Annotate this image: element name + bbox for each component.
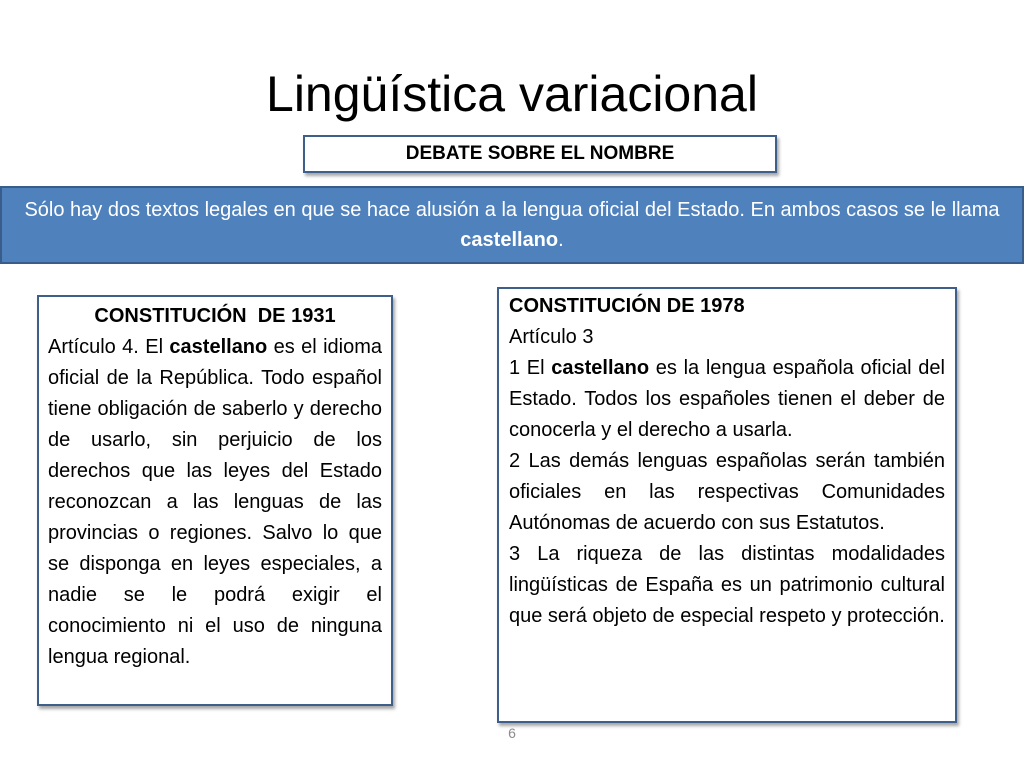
- constitution-1978-panel: [497, 287, 957, 723]
- subtitle-text: DEBATE SOBRE EL NOMBRE: [405, 143, 675, 164]
- article-3-label: Artículo 3: [509, 326, 594, 348]
- constitution-1931-article: [48, 332, 382, 673]
- article-4-text-before: Artículo 4. El: [48, 336, 170, 358]
- item-1-text-after: es la lengua española oficial del Estado. Todos los españoles tienen el deber de conocerla y el derecho a usarla.: [509, 357, 945, 441]
- banner-bold-word: castellano: [460, 229, 559, 251]
- article-3-item-3: 3 La riqueza de las distintas modalidades lingüísticas de España es un patrimonio cultural que será objeto de especial respeto y protección.: [509, 543, 945, 627]
- constitution-1931-heading: CONSTITUCIÓN DE 1931: [94, 305, 336, 327]
- constitution-1978-heading: CONSTITUCIÓN DE 1978: [509, 295, 745, 317]
- constitution-1931-panel: [37, 295, 393, 706]
- banner: [0, 186, 1024, 264]
- banner-text: [12, 195, 1012, 255]
- article-4-bold-word: castellano: [169, 336, 268, 358]
- article-4-text-after: es el idioma oficial de la República. Todo español tiene obligación de saberlo y derecho de usarlo, sin perjuicio de los derechos que las leyes del Estado reconozcan a las lenguas de las provincias o regiones. Salvo lo que se disponga en leyes especiales, a nadie se le podrá exigir el conocimiento ni el uso de ninguna lengua regional.: [48, 336, 383, 668]
- article-3-item-1: [509, 353, 945, 446]
- subtitle-box: [303, 135, 777, 173]
- article-3-item-2: 2 Las demás lenguas españolas serán también oficiales en las respectivas Comunidades Autónomas de acuerdo con sus Estatutos.: [509, 450, 945, 534]
- banner-text-before: Sólo hay dos textos legales en que se hace alusión a la lengua oficial del Estado. En ambos casos se le llama: [24, 199, 1000, 221]
- slide-title: Lingüística variacional: [266, 66, 758, 122]
- page-number: 6: [508, 725, 516, 741]
- banner-text-after: .: [558, 229, 564, 251]
- item-1-bold-word: castellano: [551, 357, 650, 379]
- item-1-text-before: 1 El: [509, 357, 552, 379]
